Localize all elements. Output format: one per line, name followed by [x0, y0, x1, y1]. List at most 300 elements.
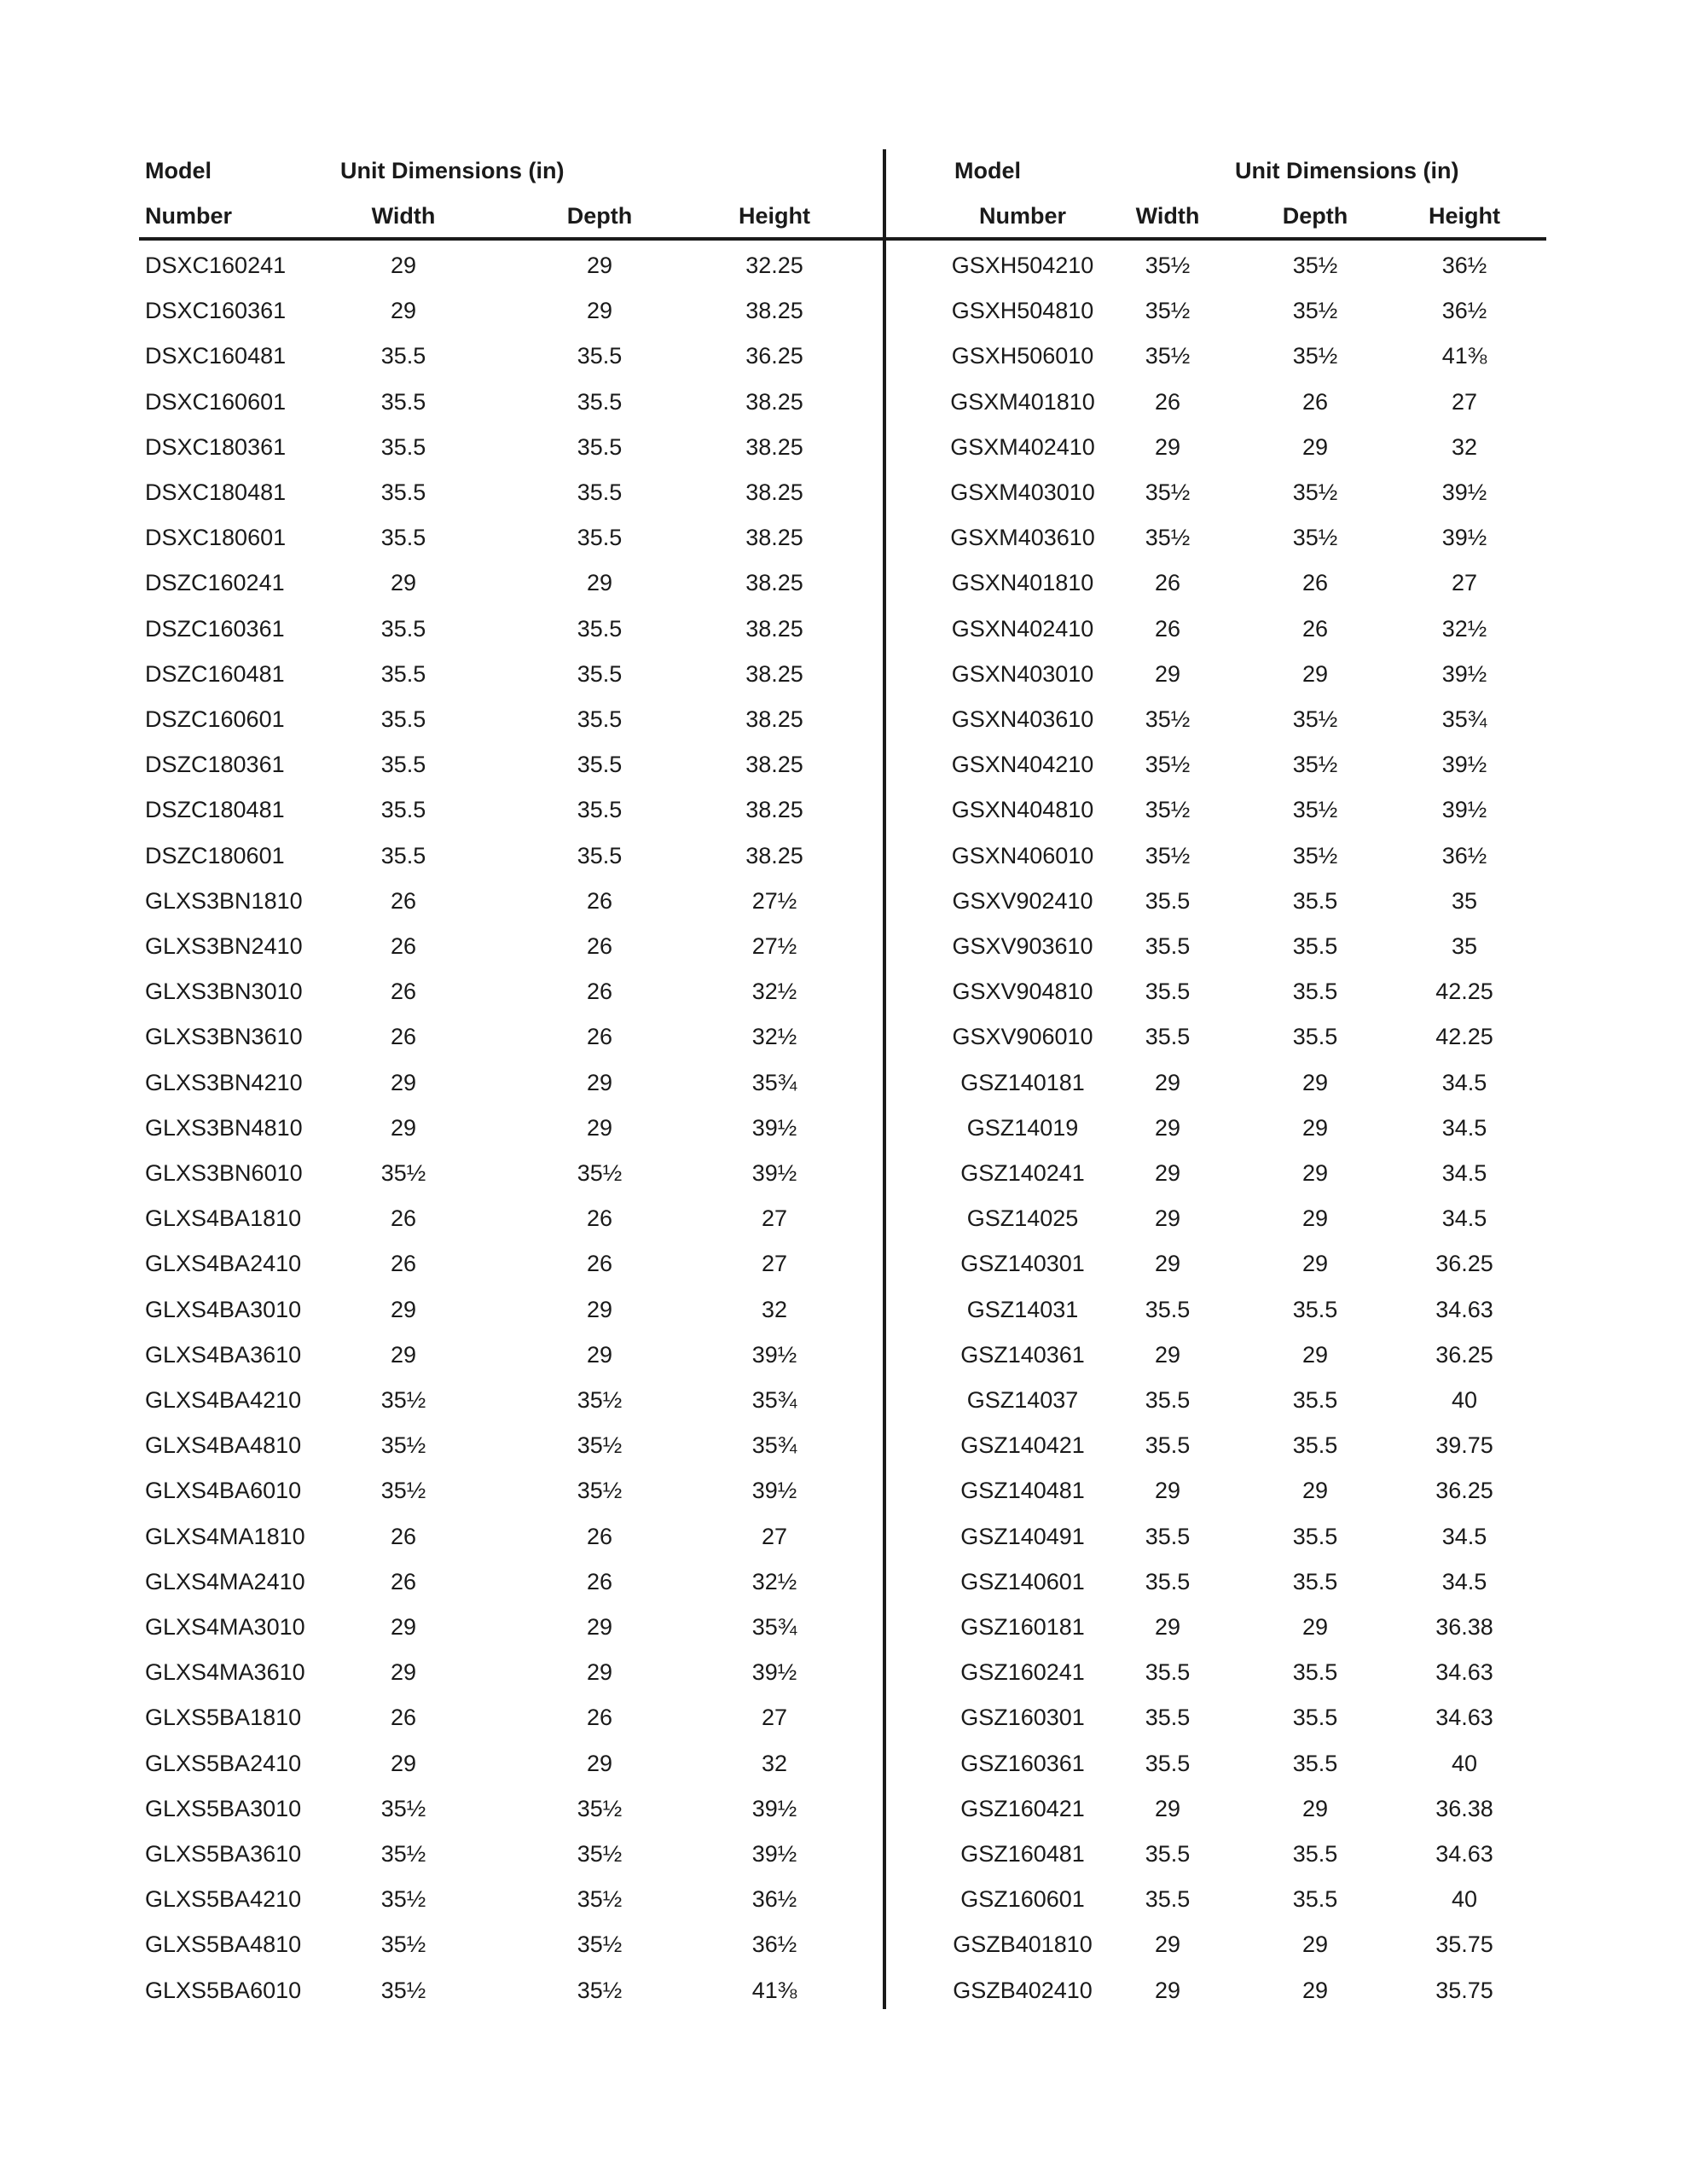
height-header: Height: [1429, 203, 1500, 229]
depth-cell: 35.5: [577, 343, 623, 369]
depth-cell: 35½: [1292, 525, 1338, 551]
depth-cell: 29: [586, 1659, 613, 1686]
model-number-cell: GLXS5BA6010: [145, 1977, 302, 2003]
height-cell: 39½: [751, 1659, 797, 1686]
width-cell: 29: [1154, 433, 1181, 460]
height-cell: 32½: [751, 1568, 797, 1594]
table-row: [886, 1468, 1546, 1513]
width-cell: 35.5: [1145, 1841, 1191, 1867]
depth-cell: 26: [586, 887, 613, 914]
height-cell: 35¾: [751, 1069, 797, 1095]
model-header-bottom: Number: [145, 203, 233, 229]
height-cell: 35¾: [751, 1432, 797, 1459]
width-cell: 29: [1154, 660, 1181, 687]
depth-cell: 35½: [577, 1387, 623, 1413]
height-cell: 32: [761, 1296, 788, 1322]
width-cell: 35½: [1145, 525, 1191, 551]
table-row: [886, 1196, 1546, 1241]
depth-cell: 35½: [577, 1795, 623, 1821]
table-row: [139, 1287, 884, 1333]
model-number-cell: DSZC160361: [145, 615, 285, 642]
table-row: [139, 1060, 884, 1106]
height-cell: 40: [1451, 1750, 1478, 1776]
depth-cell: 35.5: [577, 615, 623, 642]
depth-cell: 29: [586, 570, 613, 596]
model-number-cell: GSXH504810: [951, 298, 1094, 324]
width-cell: 35.5: [1145, 933, 1191, 959]
model-number-cell: GSZ140241: [960, 1160, 1085, 1186]
dimensions-table: [139, 149, 1546, 2009]
model-number-cell: DSXC160481: [145, 343, 287, 369]
width-cell: 26: [1154, 388, 1181, 415]
model-number-cell: GSXN403610: [951, 706, 1094, 732]
table-row: [886, 879, 1546, 924]
depth-cell: 35.5: [1292, 1705, 1338, 1731]
height-cell: 36½: [1441, 253, 1487, 278]
model-header-bottom: Number: [978, 203, 1066, 229]
depth-cell: 29: [1301, 1251, 1329, 1277]
depth-cell: 35½: [577, 1977, 623, 2003]
width-cell: 29: [1154, 1114, 1181, 1141]
width-cell: 35.5: [1145, 887, 1191, 914]
width-cell: 29: [1154, 1205, 1181, 1232]
table-row: [139, 1468, 884, 1513]
height-cell: 38.25: [745, 525, 803, 551]
depth-cell: 35.5: [1292, 933, 1338, 959]
table-row: [886, 1877, 1546, 1922]
width-cell: 26: [1154, 570, 1181, 596]
model-number-cell: GSXM401810: [950, 388, 1095, 415]
height-cell: 36.25: [1435, 1251, 1493, 1277]
table-row: [139, 1014, 884, 1060]
height-cell: 38.25: [745, 479, 803, 505]
depth-cell: 26: [1301, 388, 1329, 415]
depth-cell: 29: [586, 1069, 613, 1095]
height-cell: 35.75: [1435, 1931, 1493, 1958]
depth-cell: 35½: [577, 1931, 623, 1958]
model-number-cell: GSZ140301: [960, 1251, 1085, 1277]
depth-cell: 29: [1301, 1160, 1329, 1186]
height-cell: 34.5: [1441, 1568, 1487, 1594]
model-number-cell: GSXN406010: [951, 842, 1094, 868]
model-number-cell: GLXS3BN3010: [145, 979, 303, 1005]
depth-cell: 35.5: [1292, 1296, 1338, 1322]
model-number-cell: GLXS5BA3010: [145, 1795, 302, 1821]
height-cell: 32: [761, 1750, 788, 1776]
table-row: [139, 1695, 884, 1740]
depth-cell: 35.5: [1292, 1432, 1338, 1459]
depth-cell: 26: [586, 1705, 613, 1731]
table-row: [886, 243, 1546, 288]
depth-header: Depth: [566, 203, 633, 229]
model-number-cell: GLXS3BN2410: [145, 933, 303, 959]
table-row: [886, 1695, 1546, 1740]
model-number-cell: GSZ160601: [960, 1886, 1085, 1913]
height-cell: 39½: [1441, 797, 1487, 823]
table-row: [886, 1786, 1546, 1832]
width-cell: 35.5: [1145, 1523, 1191, 1549]
table-row: [139, 1741, 884, 1786]
model-number-cell: GSXV902410: [952, 887, 1093, 914]
model-number-cell: GSZ140181: [960, 1069, 1085, 1095]
model-number-cell: GLXS5BA1810: [145, 1705, 302, 1731]
width-cell: 29: [390, 1114, 417, 1141]
model-number-cell: GLXS4MA3010: [145, 1614, 305, 1640]
width-cell: 29: [1154, 1931, 1181, 1958]
height-cell: 42.25: [1435, 1024, 1493, 1050]
width-cell: 29: [1154, 1977, 1181, 2003]
table-row: [139, 1877, 884, 1922]
table-row: [139, 1514, 884, 1560]
width-cell: 35½: [380, 1931, 426, 1958]
width-cell: 26: [390, 1024, 417, 1050]
model-number-cell: GSZ160301: [960, 1705, 1085, 1731]
model-number-cell: DSZC160241: [145, 570, 285, 596]
model-number-cell: GLXS5BA4810: [145, 1931, 302, 1958]
width-cell: 26: [390, 1251, 417, 1277]
height-cell: 34.5: [1441, 1160, 1487, 1186]
width-cell: 35.5: [380, 660, 426, 687]
table-row: [139, 470, 884, 515]
width-cell: 35.5: [380, 433, 426, 460]
table-row: [886, 561, 1546, 606]
table-row: [139, 652, 884, 697]
width-cell: 29: [390, 253, 417, 278]
model-number-cell: GSXM403610: [950, 525, 1095, 551]
depth-cell: 35.5: [577, 797, 623, 823]
height-cell: 27: [1451, 570, 1478, 596]
height-cell: 36½: [751, 1886, 797, 1913]
depth-cell: 35.5: [577, 525, 623, 551]
depth-cell: 29: [1301, 1205, 1329, 1232]
depth-cell: 35.5: [577, 433, 623, 460]
depth-cell: 29: [1301, 1614, 1329, 1640]
model-number-cell: GSXN401810: [951, 570, 1094, 596]
model-number-cell: DSZC180601: [145, 842, 285, 868]
height-cell: 27: [761, 1705, 788, 1731]
depth-cell: 35½: [577, 1886, 623, 1913]
depth-cell: 35½: [577, 1478, 623, 1504]
table-row: [886, 425, 1546, 470]
depth-cell: 35½: [577, 1160, 623, 1186]
width-cell: 35.5: [1145, 1659, 1191, 1686]
model-number-cell: GSZB401810: [953, 1931, 1093, 1958]
table-row: [886, 652, 1546, 697]
depth-cell: 35.5: [1292, 1024, 1338, 1050]
width-cell: 26: [1154, 615, 1181, 642]
model-number-cell: GLXS4BA2410: [145, 1251, 302, 1277]
height-cell: 39½: [751, 1841, 797, 1867]
width-cell: 35.5: [1145, 1024, 1191, 1050]
model-number-cell: GSXN404810: [951, 797, 1094, 823]
model-number-cell: GSXH504210: [951, 253, 1094, 278]
depth-cell: 35.5: [1292, 979, 1338, 1005]
depth-cell: 26: [586, 979, 613, 1005]
height-cell: 27: [761, 1251, 788, 1277]
depth-cell: 29: [1301, 1795, 1329, 1821]
table-row: [139, 515, 884, 561]
height-cell: 27: [1451, 388, 1478, 415]
depth-cell: 29: [1301, 1478, 1329, 1504]
depth-cell: 35.5: [1292, 1750, 1338, 1776]
model-number-cell: GSXV904810: [952, 979, 1093, 1005]
height-cell: 32½: [751, 979, 797, 1005]
model-number-cell: GLXS3BN6010: [145, 1160, 303, 1186]
height-cell: 36.25: [1435, 1478, 1493, 1504]
table-row: [886, 1741, 1546, 1786]
table-row: [139, 288, 884, 334]
table-row: [886, 1333, 1546, 1378]
depth-cell: 26: [586, 1251, 613, 1277]
model-number-cell: GLXS4BA4210: [145, 1387, 302, 1413]
width-cell: 29: [390, 298, 417, 324]
width-cell: 35.5: [380, 615, 426, 642]
width-cell: 29: [1154, 1614, 1181, 1640]
depth-cell: 35.5: [1292, 1387, 1338, 1413]
model-number-cell: GLXS5BA2410: [145, 1750, 302, 1776]
model-number-cell: GLXS4MA3610: [145, 1659, 305, 1686]
height-cell: 39½: [751, 1478, 797, 1504]
table-row: [139, 1832, 884, 1877]
table-row: [139, 1650, 884, 1695]
depth-cell: 26: [1301, 615, 1329, 642]
table-row: [139, 334, 884, 379]
width-cell: 29: [1154, 1341, 1181, 1368]
width-header: Width: [371, 203, 436, 229]
height-cell: 39½: [751, 1114, 797, 1141]
height-cell: 36½: [1441, 298, 1487, 324]
width-cell: 35.5: [1145, 1387, 1191, 1413]
depth-cell: 29: [586, 1614, 613, 1640]
dimensions-header: Unit Dimensions (in): [1235, 158, 1459, 183]
height-cell: 39½: [751, 1160, 797, 1186]
depth-cell: 35½: [1292, 706, 1338, 732]
table-row: [886, 1151, 1546, 1196]
model-number-cell: GSZ160361: [960, 1750, 1085, 1776]
height-cell: 39½: [1441, 479, 1487, 505]
width-cell: 29: [390, 1614, 417, 1640]
model-number-cell: DSZC160601: [145, 706, 285, 732]
table-row: [139, 1560, 884, 1605]
width-cell: 26: [390, 979, 417, 1005]
height-cell: 39½: [751, 1795, 797, 1821]
model-number-cell: GSZ140481: [960, 1478, 1085, 1504]
height-cell: 38.25: [745, 298, 803, 324]
height-cell: 38.25: [745, 388, 803, 415]
depth-cell: 29: [586, 1341, 613, 1368]
height-cell: 39½: [1441, 752, 1487, 778]
height-cell: 32½: [751, 1024, 797, 1050]
header-row-top: [886, 149, 1546, 192]
model-number-cell: DSXC160241: [145, 253, 287, 278]
table-row: [886, 1287, 1546, 1333]
width-cell: 29: [390, 1069, 417, 1095]
table-row: [886, 1832, 1546, 1877]
width-cell: 35.5: [1145, 1886, 1191, 1913]
header-row-top: [139, 149, 884, 192]
header-underline: [139, 237, 1546, 241]
width-cell: 35½: [1145, 842, 1191, 868]
table-row: [139, 1241, 884, 1287]
height-cell: 36½: [1441, 842, 1487, 868]
height-cell: 35: [1451, 933, 1478, 959]
height-cell: 35¾: [751, 1387, 797, 1413]
width-cell: 26: [390, 1205, 417, 1232]
table-row: [886, 924, 1546, 969]
depth-cell: 29: [1301, 1931, 1329, 1958]
depth-cell: 26: [586, 1523, 613, 1549]
model-header-top: Model: [954, 158, 1021, 183]
width-cell: 35.5: [1145, 1750, 1191, 1776]
column-divider: [883, 149, 886, 2009]
width-cell: 29: [1154, 1795, 1181, 1821]
width-cell: 35½: [1145, 253, 1191, 278]
table-row: [886, 380, 1546, 425]
width-cell: 35.5: [380, 388, 426, 415]
model-number-cell: GSZ14025: [966, 1205, 1079, 1232]
model-number-cell: GLXS4MA1810: [145, 1523, 305, 1549]
table-row: [886, 607, 1546, 652]
height-cell: 38.25: [745, 797, 803, 823]
height-cell: 27½: [751, 887, 797, 914]
height-cell: 38.25: [745, 433, 803, 460]
width-cell: 26: [390, 933, 417, 959]
width-cell: 35½: [380, 1841, 426, 1867]
model-header-top: Model: [145, 158, 212, 183]
width-cell: 35.5: [380, 797, 426, 823]
table-row: [139, 1968, 884, 2013]
table-row: [139, 697, 884, 742]
table-row: [139, 879, 884, 924]
height-cell: 34.63: [1435, 1841, 1493, 1867]
model-number-cell: GSXM403010: [950, 479, 1095, 505]
model-number-cell: GLXS4MA2410: [145, 1568, 305, 1594]
model-number-cell: GLXS3BN4810: [145, 1114, 303, 1141]
table-row: [886, 697, 1546, 742]
height-cell: 36.25: [1435, 1341, 1493, 1368]
model-number-cell: GSZ160421: [960, 1795, 1085, 1821]
table-row: [139, 1423, 884, 1468]
depth-cell: 35.5: [1292, 1659, 1338, 1686]
width-header: Width: [1135, 203, 1200, 229]
table-row: [139, 243, 884, 288]
width-cell: 35½: [1145, 706, 1191, 732]
depth-cell: 35.5: [577, 842, 623, 868]
width-cell: 29: [390, 1341, 417, 1368]
model-number-cell: DSXC180601: [145, 525, 287, 551]
height-cell: 35¾: [751, 1614, 797, 1640]
depth-cell: 29: [586, 1114, 613, 1141]
depth-cell: 35.5: [1292, 1841, 1338, 1867]
depth-cell: 26: [1301, 570, 1329, 596]
width-cell: 35½: [380, 1886, 426, 1913]
height-cell: 34.5: [1441, 1523, 1487, 1549]
table-row: [139, 1151, 884, 1196]
height-cell: 35¾: [1441, 706, 1487, 732]
table-row: [886, 834, 1546, 879]
depth-cell: 35.5: [577, 388, 623, 415]
height-cell: 41⅜: [1441, 343, 1487, 369]
table-row: [139, 561, 884, 606]
model-number-cell: GSXN404210: [951, 752, 1094, 778]
depth-cell: 29: [1301, 1069, 1329, 1095]
model-number-cell: GLXS3BN1810: [145, 887, 303, 914]
model-number-cell: GSZ160241: [960, 1659, 1085, 1686]
table-row: [139, 834, 884, 879]
model-number-cell: DSXC180361: [145, 433, 287, 460]
model-number-cell: GLXS4BA3010: [145, 1296, 302, 1322]
width-cell: 26: [390, 1568, 417, 1594]
dimensions-header: Unit Dimensions (in): [340, 158, 565, 183]
depth-cell: 35.5: [1292, 887, 1338, 914]
table-row: [886, 1378, 1546, 1423]
height-cell: 34.63: [1435, 1296, 1493, 1322]
table-row: [886, 1014, 1546, 1060]
depth-cell: 35.5: [577, 479, 623, 505]
width-cell: 29: [390, 1659, 417, 1686]
table-row: [139, 787, 884, 833]
height-cell: 39½: [1441, 660, 1487, 687]
width-cell: 35.5: [380, 752, 426, 778]
table-row: [139, 1605, 884, 1650]
depth-cell: 35.5: [1292, 1886, 1338, 1913]
height-cell: 38.25: [745, 842, 803, 868]
table-row: [139, 924, 884, 969]
height-cell: 40: [1451, 1886, 1478, 1913]
header-row-bottom: [886, 195, 1546, 237]
width-cell: 35.5: [1145, 1296, 1191, 1322]
model-number-cell: DSXC160601: [145, 388, 287, 415]
table-row: [139, 1378, 884, 1423]
model-number-cell: GSXH506010: [951, 343, 1094, 369]
depth-header: Depth: [1282, 203, 1348, 229]
model-number-cell: GSZ14037: [966, 1387, 1079, 1413]
width-cell: 35.5: [1145, 1432, 1191, 1459]
table-row: [886, 515, 1546, 561]
model-number-cell: DSZC180361: [145, 752, 285, 778]
width-cell: 35.5: [1145, 1568, 1191, 1594]
width-cell: 29: [390, 570, 417, 596]
table-row: [886, 1968, 1546, 2013]
header-row-bottom: [139, 195, 884, 237]
width-cell: 26: [390, 887, 417, 914]
height-cell: 34.63: [1435, 1659, 1493, 1686]
depth-cell: 35½: [1292, 479, 1338, 505]
model-number-cell: GSZ14019: [966, 1114, 1079, 1141]
model-number-cell: GLXS4BA6010: [145, 1478, 302, 1504]
height-cell: 38.25: [745, 752, 803, 778]
table-row: [886, 1560, 1546, 1605]
model-number-cell: GLXS3BN4210: [145, 1069, 303, 1095]
width-cell: 29: [1154, 1251, 1181, 1277]
table-row: [886, 1423, 1546, 1468]
depth-cell: 35.5: [1292, 1568, 1338, 1594]
model-number-cell: GLXS4BA4810: [145, 1432, 302, 1459]
width-cell: 35½: [1145, 298, 1191, 324]
height-cell: 39.75: [1435, 1432, 1493, 1459]
model-number-cell: GLXS3BN3610: [145, 1024, 303, 1050]
model-number-cell: DSXC180481: [145, 479, 287, 505]
width-cell: 35.5: [380, 343, 426, 369]
width-cell: 26: [390, 1523, 417, 1549]
height-cell: 38.25: [745, 660, 803, 687]
model-number-cell: GSZ140421: [960, 1432, 1085, 1459]
width-cell: 35½: [380, 1387, 426, 1413]
model-number-cell: GSXN403010: [951, 660, 1094, 687]
table-row: [139, 1922, 884, 1967]
height-cell: 38.25: [745, 706, 803, 732]
depth-cell: 29: [1301, 1341, 1329, 1368]
